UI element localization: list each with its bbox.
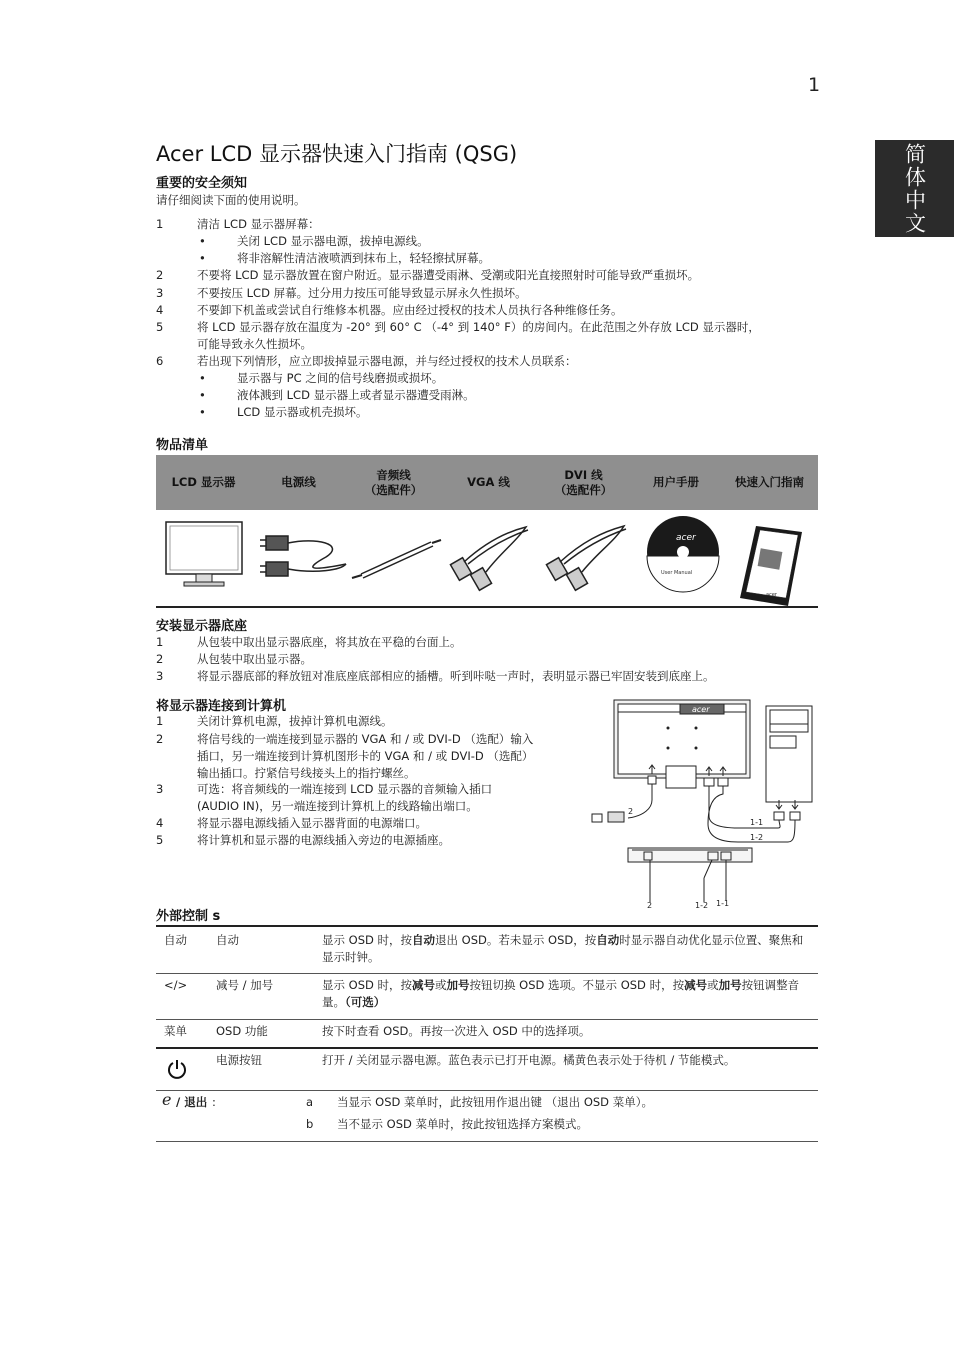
package-col-monitor: LCD 显示器	[171, 475, 236, 489]
connect-heading: 将显示器连接到计算机	[156, 699, 287, 714]
label-2-rear: 2	[628, 807, 634, 816]
base-heading: 安装显示器底座	[156, 619, 248, 634]
empowering-e-icon: e	[162, 1090, 172, 1109]
package-col-audio-cable: 音频线 （选配件）	[364, 467, 423, 497]
package-illustrations	[156, 512, 818, 606]
controls-rule	[156, 1047, 818, 1049]
booklet-logo-text: acer	[766, 592, 777, 598]
controls-rule	[156, 1090, 818, 1091]
package-col-user-manual: 用户手册	[653, 475, 699, 489]
label-1-2-bottom: 1-2	[695, 901, 709, 910]
vga-cable-illustration	[450, 527, 528, 590]
label-1-2-rear: 1-2	[750, 833, 764, 842]
page-number: 1	[808, 74, 821, 96]
label-2-bottom: 2	[647, 901, 653, 910]
package-bottom-rule	[156, 606, 818, 608]
label-1-1-bottom: 1-1	[716, 899, 730, 908]
package-table-header	[156, 455, 818, 510]
connection-diagram	[588, 696, 822, 914]
monitor-logo: acer	[692, 705, 710, 714]
page-title: Acer LCD 显示器快速入门指南 (QSG)	[156, 142, 518, 166]
language-tab	[875, 140, 954, 237]
package-col-quick-guide: 快速入门指南	[735, 475, 804, 489]
language-tab-label: 简体中文	[902, 142, 927, 235]
controls-heading: 外部控制 s	[156, 909, 221, 924]
package-heading: 物品清单	[156, 438, 209, 453]
package-col-dvi-cable: DVI 线 （选配件）	[554, 467, 613, 497]
package-col-power-cord: 电源线	[281, 475, 316, 489]
controls-rule	[156, 973, 818, 974]
controls-rule	[156, 1019, 818, 1020]
label-1-1-rear: 1-1	[750, 818, 764, 827]
controls-bottom-rule	[156, 1141, 818, 1142]
monitor-illustration	[166, 522, 242, 586]
user-manual-cd-illustration	[647, 516, 719, 592]
audio-cable-illustration	[352, 540, 441, 578]
power-cord-illustration	[260, 536, 346, 576]
dvi-cable-illustration	[546, 526, 626, 590]
power-icon	[166, 1058, 188, 1080]
cd-subtitle-text: User Manual	[661, 570, 693, 576]
quick-guide-booklet-illustration	[740, 526, 802, 606]
safety-heading: 重要的安全须知	[156, 176, 248, 191]
controls-top-rule	[156, 925, 818, 927]
package-col-vga-cable: VGA 线	[467, 475, 510, 489]
pc-tower	[766, 706, 812, 802]
cd-logo-text: acer	[676, 533, 696, 543]
